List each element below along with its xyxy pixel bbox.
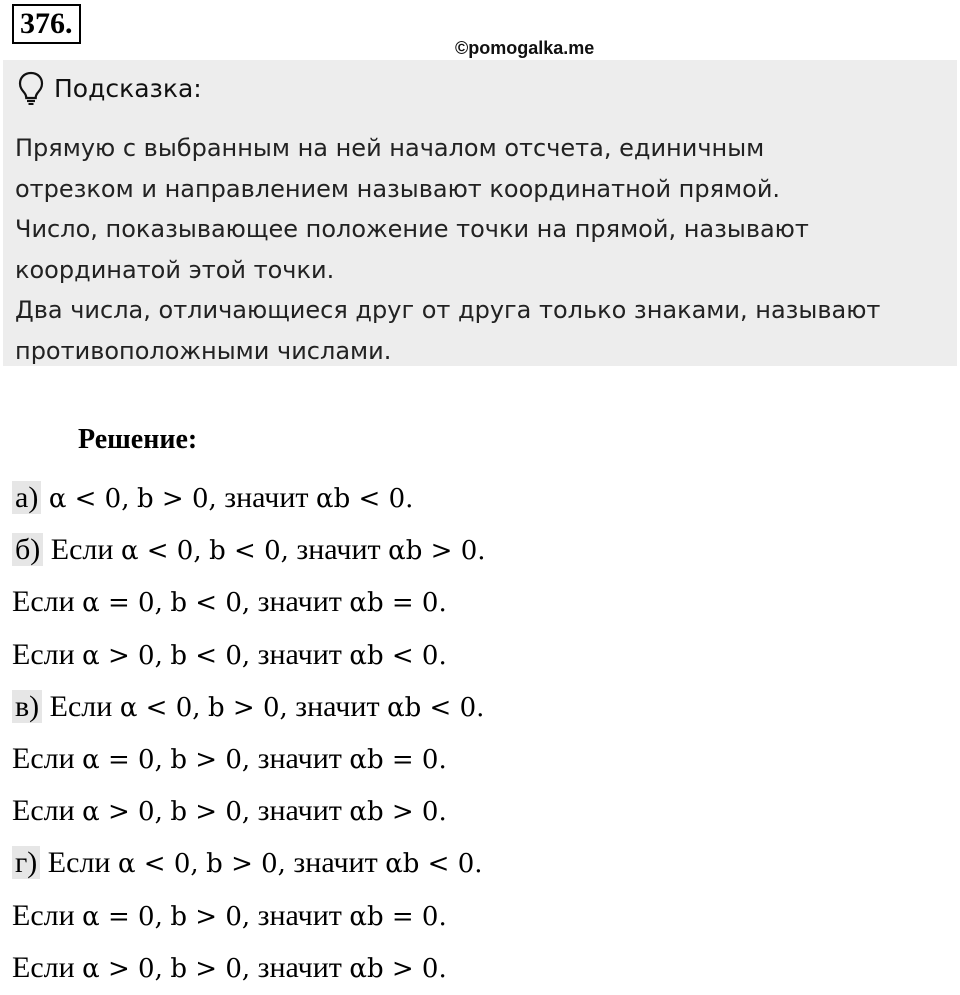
solution-line — [12, 890, 486, 942]
condition-word: Если — [12, 637, 75, 671]
solution-line — [12, 681, 486, 733]
product-result: αb < 0. — [385, 849, 483, 880]
product-result: αb < 0. — [387, 692, 485, 723]
hint-text — [15, 128, 950, 371]
watermark: ©pomogalka.me — [455, 38, 595, 58]
conclusion-word: значит — [296, 533, 381, 567]
alpha-condition: α = 0, — [82, 744, 163, 775]
b-condition: b > 0, — [206, 849, 286, 880]
b-condition: b > 0, — [170, 797, 251, 828]
alpha-condition: α > 0, — [82, 953, 163, 984]
b-condition: b > 0, — [170, 744, 251, 775]
alpha-condition: α < 0, — [119, 692, 201, 723]
solution-line — [12, 785, 486, 837]
b-condition: b > 0, — [170, 953, 251, 984]
conclusion-word: значит — [224, 481, 309, 514]
product-result: αb > 0. — [388, 536, 486, 567]
product-result: αb > 0. — [349, 797, 447, 828]
conclusion-word: значит — [293, 846, 378, 880]
solution-line — [12, 733, 486, 785]
b-condition: b > 0, — [137, 484, 217, 514]
condition-word: Если — [12, 741, 75, 775]
conclusion-word: значит — [295, 689, 380, 723]
solution-line — [12, 576, 486, 628]
alpha-condition: α < 0, — [120, 536, 202, 567]
solution-line — [12, 942, 486, 994]
conclusion-word: значит — [257, 585, 342, 619]
hint-line: Число, показывающее положение точки на прямой, называют — [15, 215, 809, 243]
item-label: а) — [12, 481, 41, 514]
hint-box — [3, 60, 957, 366]
condition-word: Если — [12, 794, 75, 828]
condition-word: Если — [49, 689, 113, 723]
alpha-condition: α > 0, — [82, 797, 163, 828]
b-condition: b > 0, — [170, 901, 251, 932]
alpha-condition: α = 0, — [82, 588, 163, 619]
alpha-condition: α < 0, — [117, 849, 199, 880]
b-condition: b > 0, — [208, 692, 288, 723]
conclusion-word: значит — [257, 898, 342, 932]
solution-line — [12, 629, 486, 681]
condition-word: Если — [50, 533, 114, 567]
hint-line: Два числа, отличающиеся друг от друга только знаками, называют — [15, 296, 881, 324]
condition-word: Если — [47, 846, 111, 880]
product-result: αb = 0. — [349, 588, 447, 619]
item-label: в) — [12, 690, 42, 723]
product-result: αb < 0. — [316, 484, 414, 514]
conclusion-word: значит — [257, 741, 342, 775]
hint-title: Подсказка: — [54, 73, 202, 103]
hint-line: противоположными числами. — [15, 336, 392, 365]
alpha-condition: α > 0, — [82, 640, 163, 671]
solution-lines — [12, 472, 486, 994]
hint-line: отрезком и направлением называют координатной прямой. — [15, 174, 781, 203]
hint-line: Прямую с выбранным на ней началом отсчета, единичным — [15, 134, 765, 162]
item-label: б) — [12, 533, 43, 566]
alpha-condition: α < 0, — [48, 484, 130, 514]
conclusion-word: значит — [257, 794, 342, 828]
hint-line: координатой этой точки. — [15, 255, 335, 284]
b-condition: b < 0, — [170, 640, 251, 671]
b-condition: b < 0, — [170, 588, 251, 619]
product-result: αb > 0. — [349, 953, 447, 984]
lightbulb-icon — [18, 71, 44, 105]
product-result: αb < 0. — [349, 640, 447, 671]
solution-line — [12, 524, 486, 576]
condition-word: Если — [12, 585, 75, 619]
item-label: г) — [12, 846, 40, 879]
solution-line — [12, 837, 486, 889]
condition-word: Если — [12, 898, 75, 932]
hint-header — [18, 70, 202, 106]
alpha-condition: α = 0, — [82, 901, 163, 932]
task-number: 376. — [12, 4, 81, 44]
solution-line — [12, 472, 486, 524]
conclusion-word: значит — [257, 950, 342, 984]
product-result: αb = 0. — [349, 744, 447, 775]
b-condition: b < 0, — [209, 536, 289, 567]
solution-title: Решение: — [78, 424, 198, 455]
product-result: αb = 0. — [349, 901, 447, 932]
condition-word: Если — [12, 950, 75, 984]
conclusion-word: значит — [257, 637, 342, 671]
